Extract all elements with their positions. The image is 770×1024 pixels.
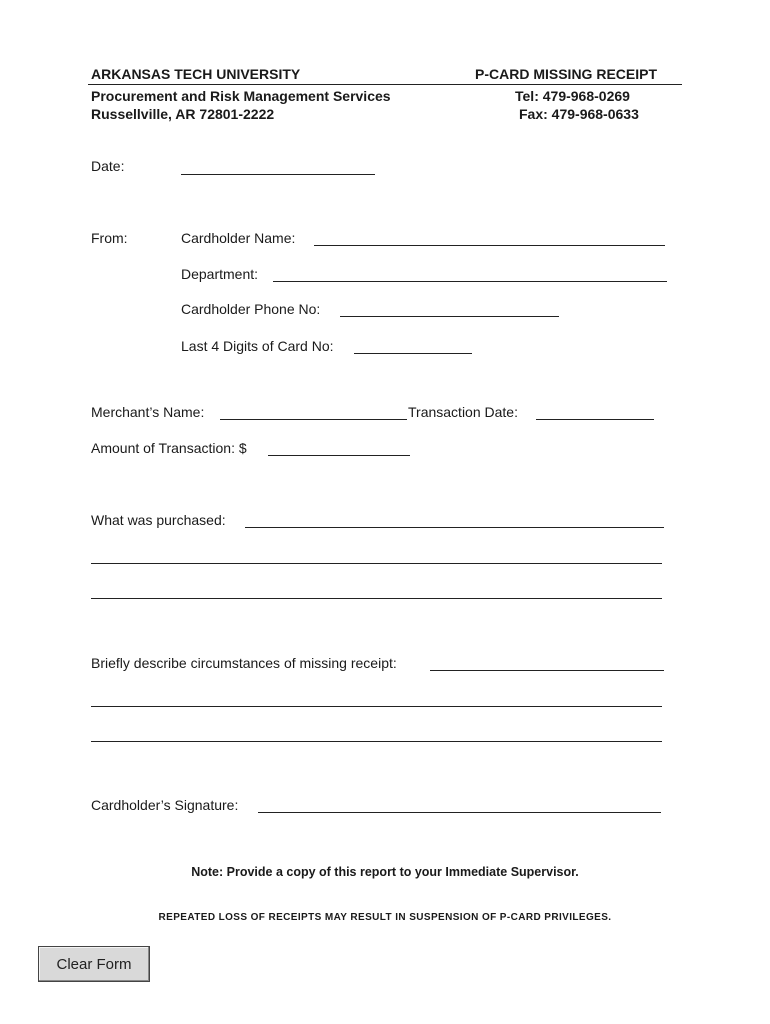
- phone-label: Cardholder Phone No:: [181, 301, 321, 317]
- cardholder-name-field[interactable]: [314, 231, 665, 246]
- circumstances-field-line-3[interactable]: [91, 727, 662, 742]
- department-field[interactable]: [273, 267, 667, 282]
- amount-field[interactable]: [268, 441, 410, 456]
- phone-field[interactable]: [340, 302, 559, 317]
- purchased-field-line-3[interactable]: [91, 584, 662, 599]
- card-digits-field[interactable]: [354, 339, 472, 354]
- circumstances-field-line-1[interactable]: [430, 656, 664, 671]
- purchased-field-line-2[interactable]: [91, 549, 662, 564]
- date-label: Date:: [91, 158, 125, 174]
- fax: Fax: 479-968-0633: [519, 106, 639, 122]
- university-name: ARKANSAS TECH UNIVERSITY: [91, 66, 301, 82]
- circumstances-label: Briefly describe circumstances of missing receipt:: [91, 655, 397, 671]
- department-name: Procurement and Risk Management Services: [91, 88, 391, 104]
- signature-label: Cardholder’s Signature:: [91, 797, 239, 813]
- transaction-date-field[interactable]: [536, 405, 654, 420]
- merchant-field[interactable]: [220, 405, 407, 420]
- circumstances-field-line-2[interactable]: [91, 692, 662, 707]
- merchant-label: Merchant’s Name:: [91, 404, 205, 420]
- transaction-date-label: Transaction Date:: [408, 404, 518, 420]
- purchased-label: What was purchased:: [91, 512, 226, 528]
- signature-field[interactable]: [258, 798, 661, 813]
- privileges-warning: REPEATED LOSS OF RECEIPTS MAY RESULT IN SUSPENSION OF P-CARD PRIVILEGES.: [158, 912, 612, 923]
- address: Russellville, AR 72801-2222: [91, 106, 275, 122]
- clear-form-button[interactable]: Clear Form: [38, 946, 150, 982]
- date-field[interactable]: [181, 160, 375, 175]
- form-title: P-CARD MISSING RECEIPT: [475, 66, 658, 82]
- telephone: Tel: 479-968-0269: [515, 88, 630, 104]
- from-label: From:: [91, 230, 128, 246]
- department-label: Department:: [181, 266, 259, 282]
- amount-label: Amount of Transaction: $: [91, 440, 247, 456]
- cardholder-name-label: Cardholder Name:: [181, 230, 296, 246]
- purchased-field-line-1[interactable]: [245, 513, 664, 528]
- supervisor-note: Note: Provide a copy of this report to your Immediate Supervisor.: [191, 865, 579, 879]
- header-divider: [88, 84, 682, 85]
- card-digits-label: Last 4 Digits of Card No:: [181, 338, 334, 354]
